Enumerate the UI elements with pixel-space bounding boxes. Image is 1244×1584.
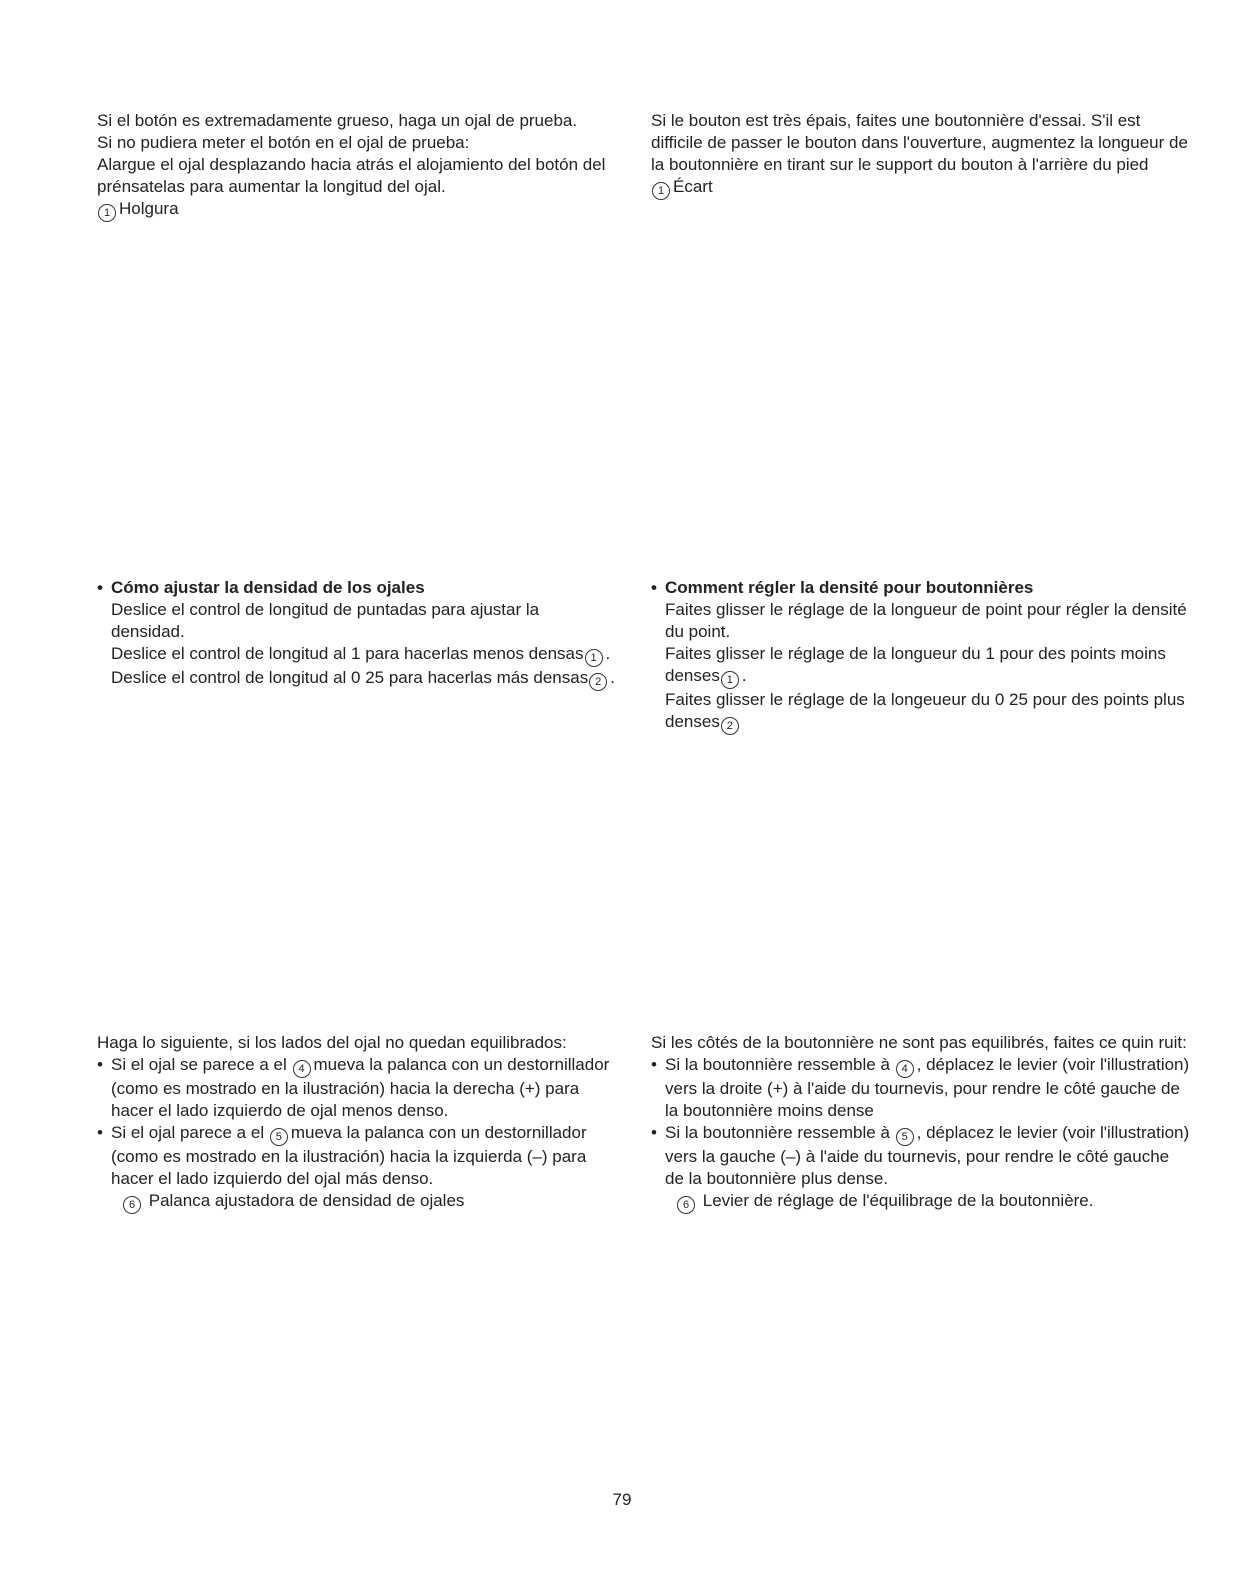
es-s1-ref-label: Holgura bbox=[119, 199, 179, 218]
es-s2-p2-line: Deslice el control de longitud al 1 para hacerlas menos densas 1 . bbox=[97, 643, 617, 667]
fr-s3-ref-label: Levier de réglage de l'équilibrage de la boutonnière. bbox=[702, 1191, 1094, 1210]
fr-s2-p2: Faites glisser le réglage de la longueur du 1 pour des points moins denses bbox=[665, 644, 1166, 685]
fr-s2-p3: Faites glisser le réglage de la longeueur du 0 25 pour des points plus denses bbox=[665, 690, 1185, 731]
es-s3-b1-post: mueva la palanca con un destornillador (como es mostrado en la ilustración) hacia la derecha (+) para hacer el lado izquierdo de ojal menos denso. bbox=[111, 1055, 610, 1120]
circled-number-icon: 6 bbox=[677, 1196, 695, 1214]
fr-s3-bullet-1 bbox=[651, 1054, 1191, 1122]
es-s3-b2-post: mueva la palanca con un destornillador (como es mostrado en la ilustración) hacia la izquierda (–) para hacer el lado izquierdo del ojal más denso. bbox=[111, 1123, 587, 1188]
fr-section-2 bbox=[651, 577, 1191, 735]
fr-s2-p2-line: Faites glisser le réglage de la longueur du 1 pour des points moins denses 1 . bbox=[651, 643, 1191, 689]
bullet-icon: • bbox=[97, 578, 103, 597]
es-s2-p3: Deslice el control de longitud al 0 25 para hacerlas más densas bbox=[111, 668, 589, 687]
fr-s2-p1: Faites glisser le réglage de la longueur de point pour régler la densité du point. bbox=[665, 600, 1187, 641]
es-s1-line-1: Si el botón es extremadamente grueso, haga un ojal de prueba. bbox=[97, 111, 578, 130]
bullet-icon: • bbox=[97, 1055, 103, 1074]
fr-s3-b2-post: , déplacez le levier (voir l'illustration) vers la gauche (–) à l'aide du tournevis, pour rendre le côté gauche de la boutonnière plus dense. bbox=[665, 1123, 1190, 1188]
circled-number-icon: 1 bbox=[652, 182, 670, 200]
circled-number-icon: 5 bbox=[896, 1128, 914, 1146]
es-section-1 bbox=[97, 110, 617, 222]
fr-s2-heading-item bbox=[651, 577, 1191, 599]
circled-number-icon: 2 bbox=[721, 717, 739, 735]
es-section-2 bbox=[97, 577, 617, 691]
circled-number-icon: 4 bbox=[293, 1060, 311, 1078]
circled-number-icon: 1 bbox=[721, 671, 739, 689]
bullet-icon: • bbox=[651, 1055, 657, 1074]
es-s3-bullet-1 bbox=[97, 1054, 617, 1122]
es-s2-p2: Deslice el control de longitud al 1 para hacerlas menos densas bbox=[111, 644, 584, 663]
fr-section-1 bbox=[651, 110, 1191, 200]
circled-number-icon: 5 bbox=[270, 1128, 288, 1146]
es-s3-b2-pre: Si el ojal parece a el bbox=[111, 1123, 265, 1142]
circled-number-icon: 1 bbox=[98, 204, 116, 222]
bullet-icon: • bbox=[651, 1123, 657, 1142]
es-s2-heading-item bbox=[97, 577, 617, 599]
es-s2-heading: Cómo ajustar la densidad de los ojales bbox=[111, 578, 425, 597]
es-s3-ref bbox=[97, 1190, 617, 1214]
fr-s1-text: Si le bouton est très épais, faites une boutonnière d'essai. S'il est difficile de passer le bouton dans l'ouverture, augmentez la longueur de la boutonnière en tirant sur le support du bouton à l'arrière du pied bbox=[651, 111, 1188, 174]
fr-s3-ref bbox=[651, 1190, 1191, 1214]
fr-s3-b1-post: , déplacez le levier (voir l'illustration) vers la droite (+) à l'aide du tournevis, pour rendre le côté gauche de la boutonnière moins dense bbox=[665, 1055, 1190, 1120]
circled-number-icon: 2 bbox=[589, 673, 607, 691]
fr-s1-ref bbox=[651, 176, 1191, 200]
fr-s1-ref-label: Écart bbox=[673, 177, 713, 196]
es-s3-b1-pre: Si el ojal se parece a el bbox=[111, 1055, 287, 1074]
es-s3-intro: Haga lo siguiente, si los lados del ojal no quedan equilibrados: bbox=[97, 1033, 567, 1052]
circled-number-icon: 1 bbox=[585, 649, 603, 667]
es-s1-ref bbox=[97, 198, 617, 222]
es-s3-ref-label: Palanca ajustadora de densidad de ojales bbox=[148, 1191, 465, 1210]
fr-s3-b1-pre: Si la boutonnière ressemble à bbox=[665, 1055, 890, 1074]
circled-number-icon: 6 bbox=[123, 1196, 141, 1214]
es-section-3 bbox=[97, 1032, 617, 1214]
fr-s3-b2-pre: Si la boutonnière ressemble à bbox=[665, 1123, 890, 1142]
es-s1-line-2: Si no pudiera meter el botón en el ojal de prueba: bbox=[97, 133, 470, 152]
page-number: 79 bbox=[612, 1490, 632, 1509]
bullet-icon: • bbox=[97, 1123, 103, 1142]
es-s3-bullet-2 bbox=[97, 1122, 617, 1190]
fr-s2-heading: Comment régler la densité pour boutonnières bbox=[665, 578, 1034, 597]
bullet-icon: • bbox=[651, 578, 657, 597]
circled-number-icon: 4 bbox=[896, 1060, 914, 1078]
es-s2-p3-line: Deslice el control de longitud al 0 25 para hacerlas más densas 2 . bbox=[97, 667, 617, 691]
es-s2-p1: Deslice el control de longitud de puntadas para ajustar la densidad. bbox=[111, 600, 540, 641]
es-s1-line-3: Alargue el ojal desplazando hacia atrás el alojamiento del botón del prénsatelas para aumentar la longitud del ojal. bbox=[97, 155, 606, 196]
fr-s3-bullet-2 bbox=[651, 1122, 1191, 1190]
fr-s2-p3-line bbox=[651, 689, 1191, 735]
fr-section-3 bbox=[651, 1032, 1191, 1214]
fr-s3-intro: Si les côtés de la boutonnière ne sont pas equilibrés, faites ce quin ruit: bbox=[651, 1033, 1187, 1052]
